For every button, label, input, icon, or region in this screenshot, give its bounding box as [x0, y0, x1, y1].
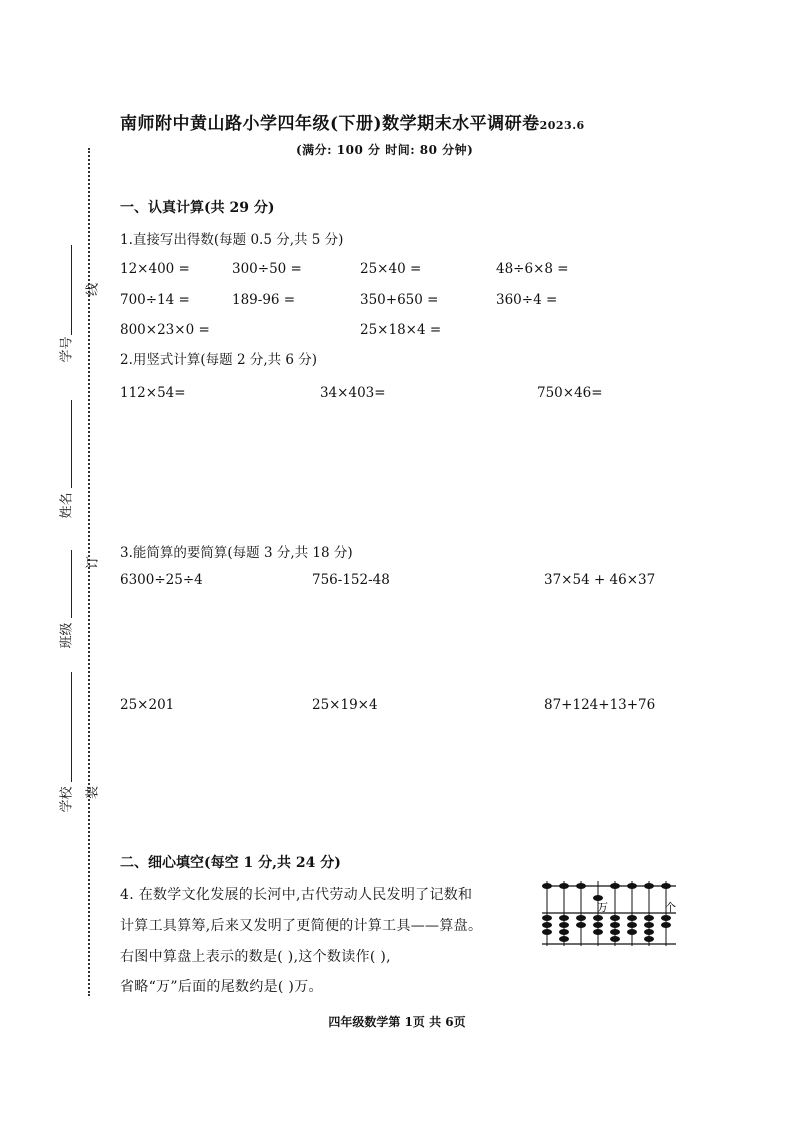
q3-item: 6300÷25÷4	[120, 572, 203, 588]
section2-heading: 二、细心填空(每空 1 分,共 24 分)	[120, 855, 341, 871]
q4-line: 省略“万”后面的尾数约是( )万。	[120, 979, 323, 995]
q1-item: 300÷50 =	[232, 261, 302, 277]
abacus-bead	[644, 922, 654, 928]
abacus-bead	[644, 936, 654, 942]
q1-item: 12×400 =	[120, 261, 190, 277]
abacus-bead	[542, 883, 552, 889]
abacus-bead	[661, 922, 671, 928]
abacus-bead	[610, 936, 620, 942]
title-text: 南师附中黄山路小学四年级(下册)数学期末水平调研卷	[120, 114, 540, 134]
class-label: 班级	[59, 622, 75, 649]
page-footer: 四年级数学第 1页 共 6页	[328, 1015, 466, 1029]
q2-label: 2.用竖式计算(每题 2 分,共 6 分)	[120, 352, 318, 368]
q3-label: 3.能简算的要简算(每题 3 分,共 18 分)	[120, 545, 353, 561]
abacus-bead	[610, 883, 620, 889]
abacus-bead	[627, 915, 637, 921]
abacus-bead	[559, 922, 569, 928]
q1-item: 189-96 =	[232, 292, 296, 308]
q1-item: 25×40 =	[360, 261, 422, 277]
abacus-bead	[661, 883, 671, 889]
q3-item: 25×201	[120, 697, 175, 713]
abacus-bead	[593, 922, 603, 928]
q1-item: 25×18×4 =	[360, 322, 442, 338]
q2-item: 112×54=	[120, 385, 186, 401]
abacus-bead	[559, 915, 569, 921]
class-blank	[71, 550, 72, 618]
q2-item: 750×46=	[537, 385, 603, 401]
page-title	[120, 109, 585, 134]
binding-mark-line: 线	[85, 283, 101, 297]
page-subtitle: (满分: 100 分 时间: 80 分钟)	[296, 143, 474, 157]
abacus-bead	[610, 922, 620, 928]
binding-mark-staple: 订	[85, 556, 101, 570]
abacus-bead	[559, 936, 569, 942]
abacus-bead	[610, 929, 620, 935]
abacus-bead	[576, 883, 586, 889]
abacus-bead	[627, 883, 637, 889]
abacus-label-wan: 万	[597, 901, 608, 914]
section1-heading: 一、认真计算(共 29 分)	[120, 200, 275, 216]
name-label: 姓名	[59, 492, 75, 519]
abacus-bead	[559, 929, 569, 935]
q3-item: 37×54 + 46×37	[544, 572, 656, 588]
abacus-figure	[538, 878, 680, 948]
q2-item: 34×403=	[320, 385, 386, 401]
student-id-label: 学号	[59, 336, 75, 363]
binding-mark-bind: 装	[85, 786, 101, 800]
abacus-bead	[542, 922, 552, 928]
abacus-bead	[576, 915, 586, 921]
abacus-bead	[542, 929, 552, 935]
abacus-bead	[644, 883, 654, 889]
abacus-bead	[644, 915, 654, 921]
abacus-bead	[644, 929, 654, 935]
abacus-bead	[559, 883, 569, 889]
q1-item: 800×23×0 =	[120, 322, 210, 338]
q4-line: 4. 在数学文化发展的长河中,古代劳动人民发明了记数和	[120, 887, 473, 903]
name-blank	[71, 400, 72, 488]
q4-line: 右图中算盘上表示的数是( ),这个数读作( ),	[120, 949, 391, 965]
student-id-blank	[71, 245, 72, 335]
school-blank	[71, 672, 72, 782]
q1-item: 360÷4 =	[496, 292, 558, 308]
abacus-bead	[661, 915, 671, 921]
abacus-bead	[593, 915, 603, 921]
school-label: 学校	[59, 786, 75, 813]
abacus-bead	[627, 929, 637, 935]
abacus-bead	[576, 922, 586, 928]
title-year: 2023.6	[539, 119, 585, 132]
abacus-bead	[542, 915, 552, 921]
abacus-bead	[593, 929, 603, 935]
q3-item: 756-152-48	[312, 572, 390, 588]
q1-item: 700÷14 =	[120, 292, 190, 308]
abacus-bead	[610, 915, 620, 921]
q1-item: 48÷6×8 =	[496, 261, 569, 277]
q4-line: 计算工具算筹,后来又发明了更简便的计算工具——算盘。	[120, 918, 483, 934]
q1-label: 1.直接写出得数(每题 0.5 分,共 5 分)	[120, 232, 344, 248]
abacus-bead	[627, 922, 637, 928]
q3-item: 25×19×4	[312, 697, 378, 713]
abacus-label-ge: 个	[665, 901, 676, 914]
q1-item: 350+650 =	[360, 292, 439, 308]
q3-item: 87+124+13+76	[544, 697, 656, 713]
